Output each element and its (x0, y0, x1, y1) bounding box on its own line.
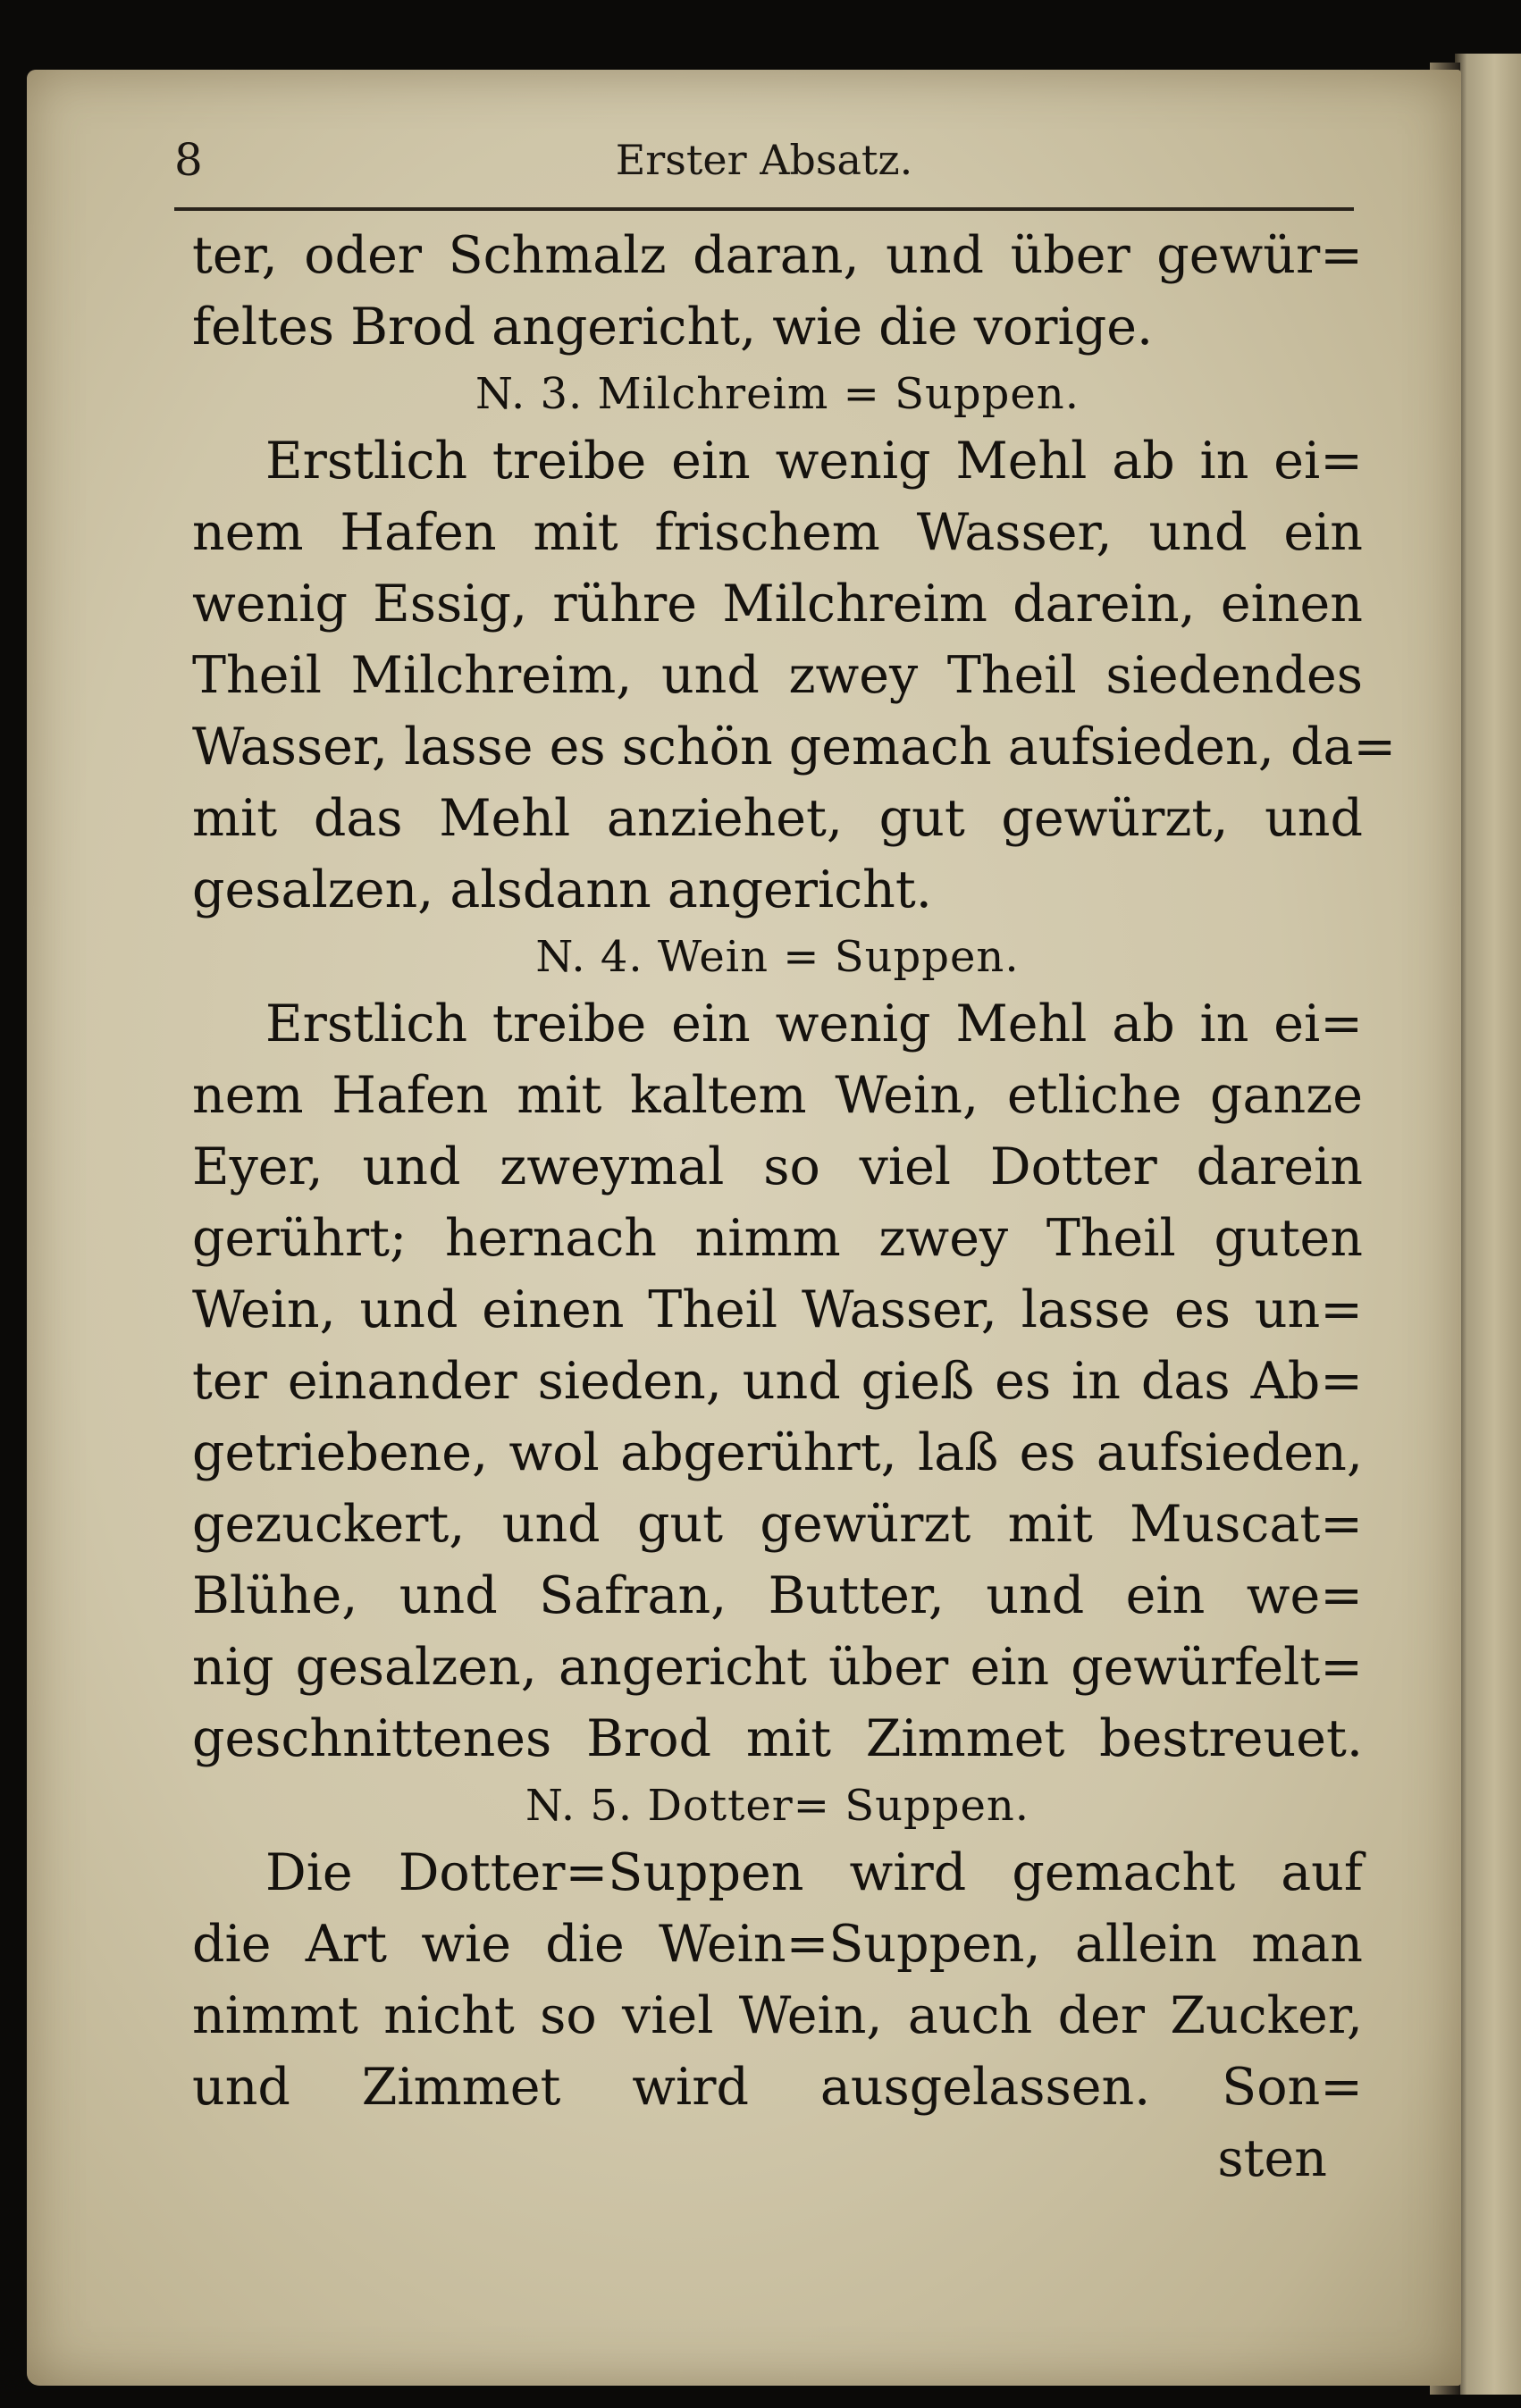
adjacent-page-edge (1455, 54, 1521, 2395)
text-line: wenig Essig, rühre Milchreim darein, einen (192, 575, 1363, 633)
text-line: ter, oder Schmalz daran, und über gewür= (192, 226, 1363, 285)
text-line: getriebene, wol abgerührt, laß es aufsieden, (192, 1423, 1363, 1482)
text-line: Theil Milchreim, und zwey Theil siedendes (192, 646, 1363, 705)
text-line: Erstlich treibe ein wenig Mehl ab in ei= (265, 994, 1363, 1053)
recipe-heading: N. 4. Wein = Suppen. (535, 932, 1020, 982)
recipe-heading: N. 5. Dotter= Suppen. (525, 1781, 1030, 1831)
text-line: Die Dotter=Suppen wird gemacht auf (265, 1843, 1363, 1902)
text-line: die Art wie die Wein=Suppen, allein man (192, 1915, 1363, 1974)
text-line: gezuckert, und gut gewürzt mit Muscat= (192, 1495, 1363, 1554)
page-number: 8 (174, 134, 203, 186)
text-line: Erstlich treibe ein wenig Mehl ab in ei= (265, 432, 1363, 491)
text-line: Wasser, lasse es schön gemach aufsieden, da= (192, 717, 1397, 776)
text-line: gerührt; hernach nimm zwey Theil guten (192, 1209, 1363, 1268)
text-line: ter einander sieden, und gieß es in das Ab= (192, 1352, 1363, 1411)
recipe-heading: N. 3. Milchreim = Suppen. (475, 369, 1080, 419)
text-line: nimmt nicht so viel Wein, auch der Zucker, (192, 1986, 1363, 2045)
text-line: mit das Mehl anziehet, gut gewürzt, und (192, 789, 1363, 848)
text-line: nem Hafen mit frischem Wasser, und ein (192, 503, 1363, 562)
text-line: nig gesalzen, angericht über ein gewürfelt= (192, 1638, 1363, 1697)
text-line: nem Hafen mit kaltem Wein, etliche ganze (192, 1066, 1363, 1125)
page-header (174, 134, 1354, 197)
text-line: Blühe, und Safran, Butter, und ein we= (192, 1566, 1363, 1625)
page-text (192, 220, 1397, 2194)
text-line: gesalzen, alsdann angericht. (192, 860, 932, 919)
catchword: sten (1217, 2129, 1327, 2188)
running-title: Erster Absatz. (615, 136, 913, 184)
text-line: Wein, und einen Theil Wasser, lasse es un= (192, 1280, 1363, 1339)
text-line: Eyer, und zweymal so viel Dotter darein (192, 1137, 1363, 1196)
header-rule (174, 207, 1354, 211)
text-line: geschnittenes Brod mit Zimmet bestreuet. (192, 1709, 1363, 1768)
text-line: und Zimmet wird ausgelassen. Son= (192, 2058, 1363, 2117)
text-line: feltes Brod angericht, wie die vorige. (192, 298, 1154, 357)
